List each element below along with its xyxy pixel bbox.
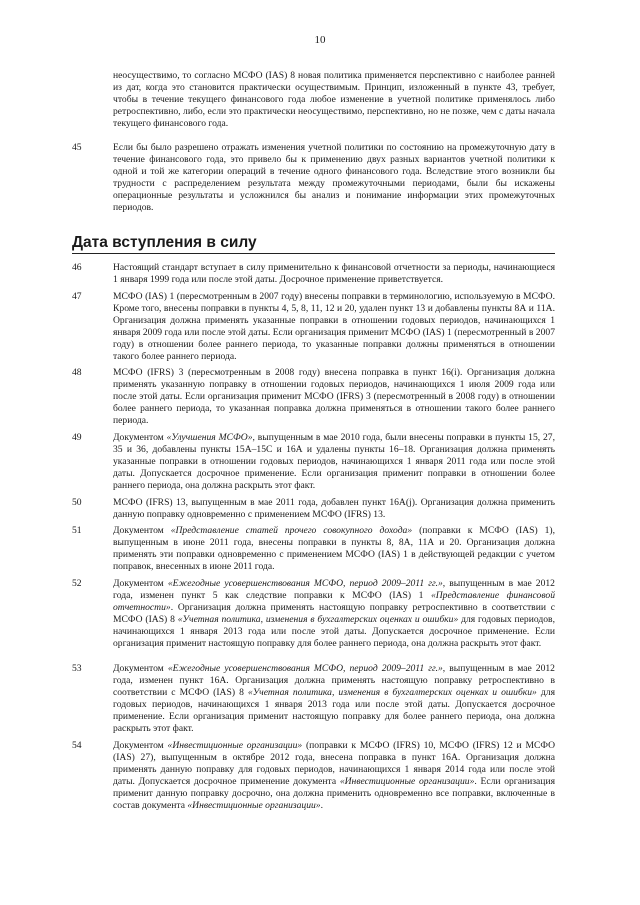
paragraph-number: 45	[72, 142, 82, 153]
text-run: , выпущенным в мае 2010 года, были внесены поправки в пункты 15, 27, 35 и 36, добавлены пункты 15А–15С и 16А и удалены пункты 16–18. Организация должна применять указанные поправки в отношении годовых периодов, начинающихся 1 января 2011 года или после этой даты. Допускается досрочное применение. Если организация применит поправки в отношении более раннего периода, она должна раскрыть этот факт.	[113, 432, 555, 492]
paragraph-number: 47	[72, 291, 82, 302]
paragraph-text	[113, 367, 555, 427]
paragraph-number: 53	[72, 663, 82, 674]
document-title-reference: «Улучшения МСФО»	[166, 432, 253, 443]
paragraph-number: 51	[72, 525, 82, 536]
section-rule	[72, 253, 555, 254]
text-run: Документом	[113, 578, 168, 589]
paragraph-number: 52	[72, 578, 82, 589]
text-run: МСФО (IAS) 1 (пересмотренным в 2007 году) внесены поправки в терминологию, используемую в МСФО. Кроме того, внесены поправки в пункты 4, 5, 8, 11, 12 и 20, удален пункт 13 и добавлены пункты 8А и 11А. Организация должна применять указанные поправки в отношении годовых периодов, начинающихся 1 января 2009 года или после этой даты. Если организация применит МСФО (IAS) 1 (пересмотренный в 2007 году) в отношении более раннего периода, то указанные поправки должны применяться в отношении такого более раннего периода.	[113, 291, 555, 363]
continuation-text: неосуществимо, то согласно МСФО (IAS) 8 новая политика применяется перспективно с наиболее ранней из дат, когда это становится практически осуществимым. Принцип, изложенный в пункте 43, требует, чтобы в течение текущего финансового года любое изменение в учетной политике применялось либо ретроспективно, либо, если это практически неосуществимо, перспективно, но не позже, чем с даты начала текущего финансового года.	[113, 70, 555, 130]
text-run: Документом	[113, 432, 167, 443]
paragraph-text	[113, 497, 555, 521]
text-run: для годовых периодов, начинающихся 1 января 2013 года или после этой даты. Допускается досрочное применение. Если организация применит настоящую поправку для более раннего периода, она должна раскрыть этот факт.	[113, 614, 555, 650]
text-run: Документом	[113, 663, 168, 674]
paragraph-text	[113, 663, 555, 736]
text-run: . Если организация применит данную поправку досрочно, она должна применить одновременно все поправки, включенные в состав документа	[113, 776, 555, 812]
text-run: , выпущенным в мае 2012 года, изменен пункт 16А. Организация должна применять настоящую поправку ретроспективно в соответствии с МСФО (IAS) 8	[113, 663, 555, 699]
document-title-reference: «Учетная политика, изменения в бухгалтерских оценках и ошибки»	[247, 687, 537, 699]
document-title-reference: «Представление финансовой отчетности»	[113, 590, 555, 614]
paragraph-number: 46	[72, 262, 82, 273]
document-title-reference: «Учетная политика, изменения в бухгалтерских оценках и ошибки»	[177, 614, 459, 626]
text-run: , выпущенным в мае 2012 года, изменен пункт 5 как следствие поправки к МСФО (IAS) 1	[113, 578, 555, 602]
text-run: . Организация должна применять настоящую поправку ретроспективно в соответствии с МСФО (IAS) 8	[113, 602, 555, 626]
paragraph-text	[113, 578, 555, 651]
text-run: МСФО (IFRS) 3 (пересмотренным в 2008 году) внесена поправка в пункт 16(i). Организация должна применять указанную поправку в отношении годовых периодов, начинающихся 1 июля 2009 года или после этой даты. Если организация применит МСФО (IFRS) 3 (пересмотренный в 2008 году) в отношении более раннего периода, то указанная поправка должна применяться в отношении такого более раннего периода.	[113, 367, 555, 427]
text-run: Документом	[113, 525, 171, 536]
text-run: Настоящий стандарт вступает в силу применительно к финансовой отчетности за периоды, начинающиеся 1 января 1999 года или после этой даты. Досрочное применение приветствуется.	[113, 262, 555, 286]
paragraph-number: 49	[72, 432, 82, 443]
text-run: (поправки к МСФО (IFRS) 10, МСФО (IFRS) 12 и МСФО (IAS) 27), выпущенным в октябре 2012 года, внесена поправка в пункт 16А. Организация должна применять данную поправку для годовых периодов, начинающихся 1 января 2014 года или после этой даты. Допускается досрочное применение документа	[113, 740, 556, 788]
document-title-reference: «Инвестиционные организации»	[187, 800, 321, 812]
text-run: для годовых периодов, начинающихся 1 января 2013 года или после этой даты. Допускается досрочное применение. Если организация применит настоящую поправку для более раннего периода, она должна раскрыть этот факт.	[113, 687, 555, 735]
document-title-reference: «Инвестиционные организации»	[339, 776, 475, 788]
text-run: МСФО (IFRS) 13, выпущенным в мае 2011 года, добавлен пункт 16А(j). Организация должна применить данную поправку одновременно с применением МСФО (IFRS) 13.	[113, 497, 555, 521]
paragraph-number: 54	[72, 740, 82, 751]
paragraph-text	[113, 432, 555, 492]
document-title-reference: «Ежегодные усовершенствования МСФО, период 2009–2011 гг.»	[167, 663, 443, 674]
paragraph-text	[113, 291, 555, 364]
section-title: Дата вступления в силу	[72, 234, 257, 251]
text-run: .	[320, 800, 324, 812]
paragraph-text: Если бы было разрешено отражать изменения учетной политики по состоянию на промежуточную дату в течение финансового года, это привело бы к применению двух разных вариантов учетной политики к одной и той же категории операций в течение одного финансового года. Вследствие этого возникли бы трудности с распределением результата между промежуточными периодами, были бы искажены операционные результаты и усложнился бы анализ и понимание информации этих промежуточных периодов.	[113, 142, 555, 214]
paragraph-text	[113, 525, 555, 573]
text-run: (поправки к МСФО (IAS) 1), выпущенным в июне 2011 года, внесены поправки в пункты 8, 8А, 11А и 20. Организация должна применять эти поправки одновременно с применением МСФО (IAS) 1 в действующей редакции с учетом поправок, внесенных в июне 2011 года.	[113, 525, 555, 573]
document-title-reference: «Ежегодные усовершенствования МСФО, период 2009–2011 гг.»	[167, 578, 443, 589]
text-run: Документом	[113, 740, 168, 751]
document-title-reference: «Инвестиционные организации»	[167, 740, 303, 751]
paragraph-text	[113, 740, 555, 813]
page-number: 10	[314, 34, 326, 46]
paragraph-text	[113, 262, 555, 286]
document-title-reference: «Представление статей прочего совокупного дохода»	[170, 525, 413, 536]
paragraph-number: 48	[72, 367, 82, 378]
paragraph-number: 50	[72, 497, 82, 508]
